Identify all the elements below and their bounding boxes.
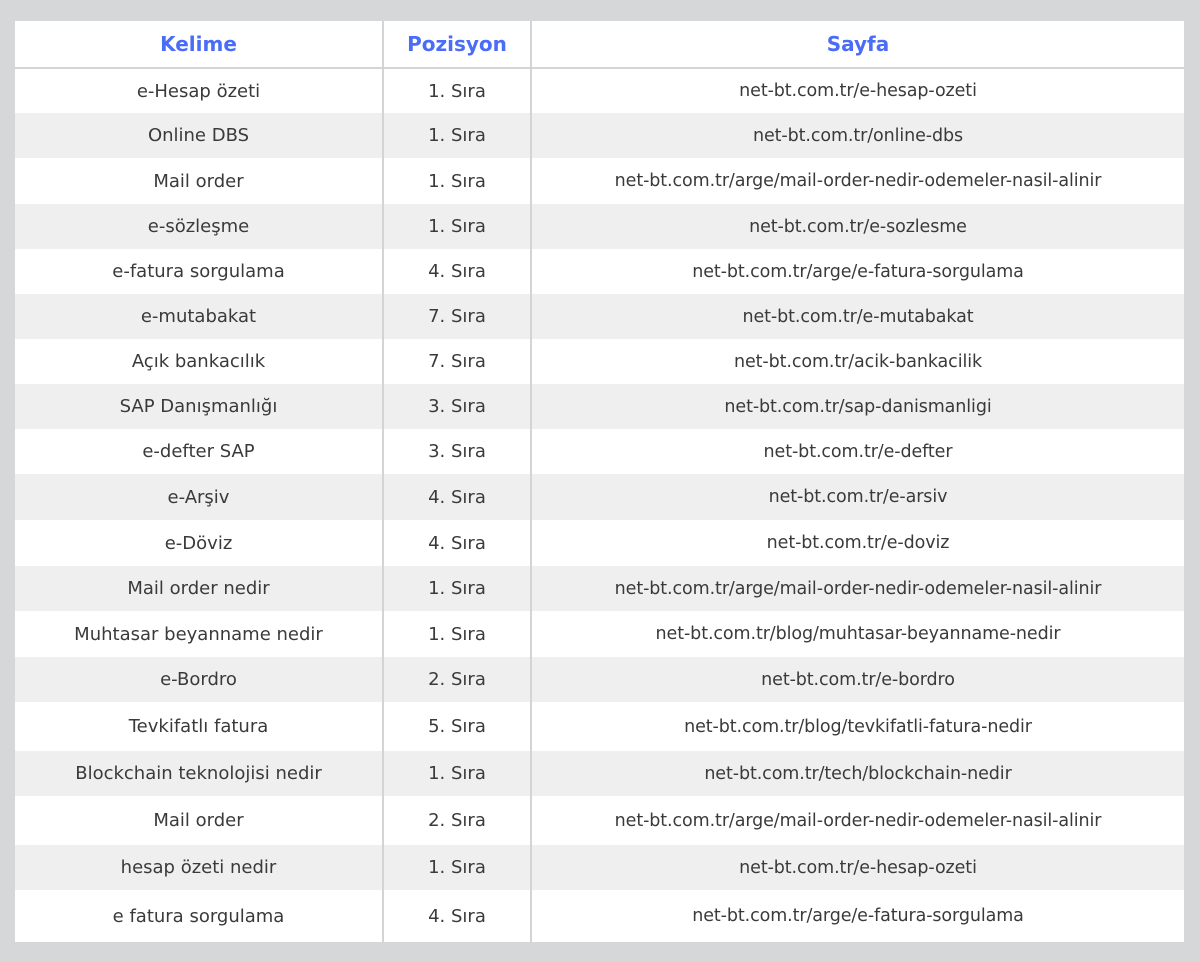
keyword-cell: e-Arşiv — [167, 486, 230, 508]
keyword-ranking-table — [15, 21, 1184, 942]
position-cell: 1. Sıra — [383, 158, 531, 204]
position-cell: 1. Sıra — [383, 611, 531, 657]
position-cell: 4. Sıra — [383, 890, 531, 942]
page-url-cell: net-bt.com.tr/e-doviz — [531, 520, 1184, 566]
keyword-cell: e fatura sorgulama — [112, 905, 285, 927]
column-header-position: Pozisyon — [383, 21, 531, 68]
page-url-cell: net-bt.com.tr/online-dbs — [531, 113, 1184, 158]
keyword-cell: SAP Danışmanlığı — [119, 396, 278, 417]
table-row — [15, 249, 1184, 294]
keyword-cell: e-Döviz — [164, 532, 233, 554]
page-url-cell: net-bt.com.tr/blog/muhtasar-beyanname-nedir — [531, 611, 1184, 657]
table-row — [15, 339, 1184, 384]
page-url-cell: net-bt.com.tr/e-mutabakat — [531, 294, 1184, 339]
keyword-ranking-table-container — [15, 21, 1184, 942]
position-cell: 1. Sıra — [383, 845, 531, 890]
position-cell: 2. Sıra — [383, 796, 531, 845]
position-cell: 7. Sıra — [383, 339, 531, 384]
keyword-cell: Blockchain teknolojisi nedir — [75, 763, 322, 784]
table-row — [15, 751, 1184, 796]
table-header-row — [15, 21, 1184, 68]
page-url-cell: net-bt.com.tr/sap-danismanligi — [531, 384, 1184, 429]
keyword-cell: Mail order — [153, 810, 244, 831]
table-row — [15, 204, 1184, 249]
table-row — [15, 890, 1184, 942]
table-row — [15, 845, 1184, 890]
table-row — [15, 68, 1184, 113]
page-url-cell: net-bt.com.tr/arge/mail-order-nedir-odemeler-nasil-alinir — [531, 158, 1184, 204]
table-body — [15, 68, 1184, 942]
page-url-cell: net-bt.com.tr/tech/blockchain-nedir — [531, 751, 1184, 796]
table-row — [15, 657, 1184, 702]
keyword-cell: e-mutabakat — [140, 306, 257, 327]
keyword-cell: e-fatura sorgulama — [112, 261, 285, 282]
keyword-cell: Açık bankacılık — [131, 351, 266, 372]
position-cell: 1. Sıra — [383, 113, 531, 158]
keyword-cell: Online DBS — [147, 125, 250, 146]
page-url-cell: net-bt.com.tr/arge/mail-order-nedir-odemeler-nasil-alinir — [531, 566, 1184, 611]
table-row — [15, 474, 1184, 520]
table-row — [15, 429, 1184, 474]
page-url-cell: net-bt.com.tr/e-arsiv — [531, 474, 1184, 520]
position-cell: 1. Sıra — [383, 204, 531, 249]
keyword-cell: Mail order nedir — [127, 578, 270, 599]
table-row — [15, 158, 1184, 204]
keyword-cell: e-Hesap özeti — [136, 80, 261, 102]
keyword-cell: e-sözleşme — [147, 216, 250, 237]
keyword-cell: Tevkifatlı fatura — [128, 716, 269, 737]
position-cell: 1. Sıra — [383, 68, 531, 113]
keyword-cell: e-Bordro — [160, 669, 237, 690]
table-row — [15, 611, 1184, 657]
position-cell: 3. Sıra — [383, 429, 531, 474]
page-url-cell: net-bt.com.tr/e-hesap-ozeti — [531, 845, 1184, 890]
position-cell: 4. Sıra — [383, 249, 531, 294]
position-cell: 4. Sıra — [383, 520, 531, 566]
position-cell: 5. Sıra — [383, 702, 531, 751]
position-cell: 1. Sıra — [383, 566, 531, 611]
keyword-cell: Mail order — [153, 170, 244, 192]
keyword-cell: hesap özeti nedir — [120, 857, 277, 878]
table-row — [15, 566, 1184, 611]
position-cell: 1. Sıra — [383, 751, 531, 796]
page-url-cell: net-bt.com.tr/e-bordro — [531, 657, 1184, 702]
keyword-cell: e-defter SAP — [142, 441, 255, 462]
table-row — [15, 294, 1184, 339]
position-cell: 7. Sıra — [383, 294, 531, 339]
position-cell: 4. Sıra — [383, 474, 531, 520]
page-url-cell: net-bt.com.tr/acik-bankacilik — [531, 339, 1184, 384]
position-cell: 3. Sıra — [383, 384, 531, 429]
page-url-cell: net-bt.com.tr/e-hesap-ozeti — [531, 68, 1184, 113]
column-header-keyword: Kelime — [15, 21, 383, 68]
keyword-cell: Muhtasar beyanname nedir — [74, 623, 323, 645]
page-url-cell: net-bt.com.tr/arge/mail-order-nedir-odemeler-nasil-alinir — [531, 796, 1184, 845]
table-row — [15, 796, 1184, 845]
page-url-cell: net-bt.com.tr/arge/e-fatura-sorgulama — [531, 890, 1184, 942]
column-header-page: Sayfa — [531, 21, 1184, 68]
table-row — [15, 113, 1184, 158]
page-url-cell: net-bt.com.tr/e-sozlesme — [531, 204, 1184, 249]
table-row — [15, 520, 1184, 566]
page-url-cell: net-bt.com.tr/arge/e-fatura-sorgulama — [531, 249, 1184, 294]
page-url-cell: net-bt.com.tr/e-defter — [531, 429, 1184, 474]
position-cell: 2. Sıra — [383, 657, 531, 702]
page-url-cell: net-bt.com.tr/blog/tevkifatli-fatura-nedir — [531, 702, 1184, 751]
table-row — [15, 702, 1184, 751]
table-row — [15, 384, 1184, 429]
